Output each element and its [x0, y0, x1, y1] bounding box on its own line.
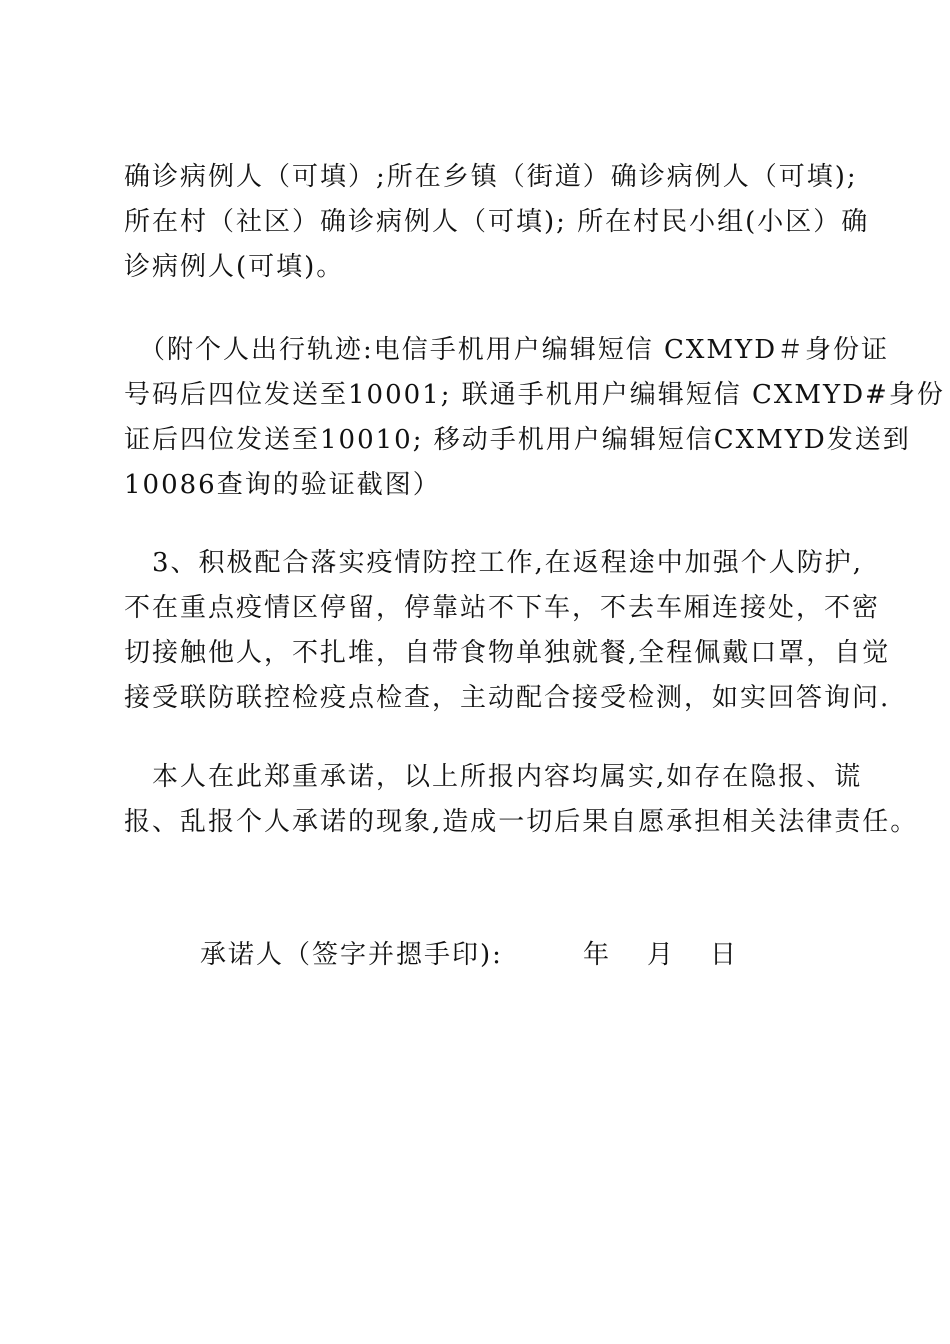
paragraph-line: 10086查询的验证截图）: [124, 470, 441, 500]
paragraph-line: 证后四位发送至10010; 移动手机用户编辑短信CXMYD发送到: [124, 425, 911, 455]
paragraph-line: 诊病例人(可填)。: [124, 252, 345, 282]
date-month-label: 月: [647, 940, 674, 970]
date-year-label: 年: [583, 940, 610, 970]
paragraph-confirmed-cases: [124, 155, 870, 290]
paragraph-line: 确诊病例人（可填）;所在乡镇（街道）确诊病例人（可填);: [124, 162, 858, 192]
paragraph-line: 所在村（社区）确诊病例人（可填); 所在村民小组(小区）确: [124, 207, 870, 237]
paragraph-line: 号码后四位发送至10001; 联通手机用户编辑短信 CXMYD#身份: [124, 380, 945, 410]
paragraph-line: 接受联防联控检疫点检查，主动配合接受检测，如实回答询问.: [124, 683, 891, 713]
paragraph-travel-trace: [124, 328, 945, 508]
paragraph-line: 报、乱报个人承诺的现象,造成一切后果自愿承担相关法律责任。: [124, 807, 919, 837]
paragraph-solemn-pledge: [124, 755, 919, 845]
paragraph-line: 本人在此郑重承诺，以上所报内容均属实,如存在隐报、谎: [124, 762, 863, 792]
paragraph-line: 不在重点疫情区停留，停靠站不下车，不去车厢连接处，不密: [124, 593, 881, 623]
paragraph-line: （附个人出行轨迹:电信手机用户编辑短信 CXMYD＃身份证: [124, 335, 890, 365]
paragraph-prevention-measures: [124, 541, 891, 721]
paragraph-line: 切接触他人，不扎堆，自带食物单独就餐,全程佩戴口罩，自觉: [124, 638, 891, 668]
date-day-label: 日: [710, 940, 737, 970]
paragraph-line: 3、积极配合落实疫情防控工作,在返程途中加强个人防护,: [124, 548, 864, 578]
signature-label: 承诺人（签字并摁手印):: [200, 940, 503, 970]
